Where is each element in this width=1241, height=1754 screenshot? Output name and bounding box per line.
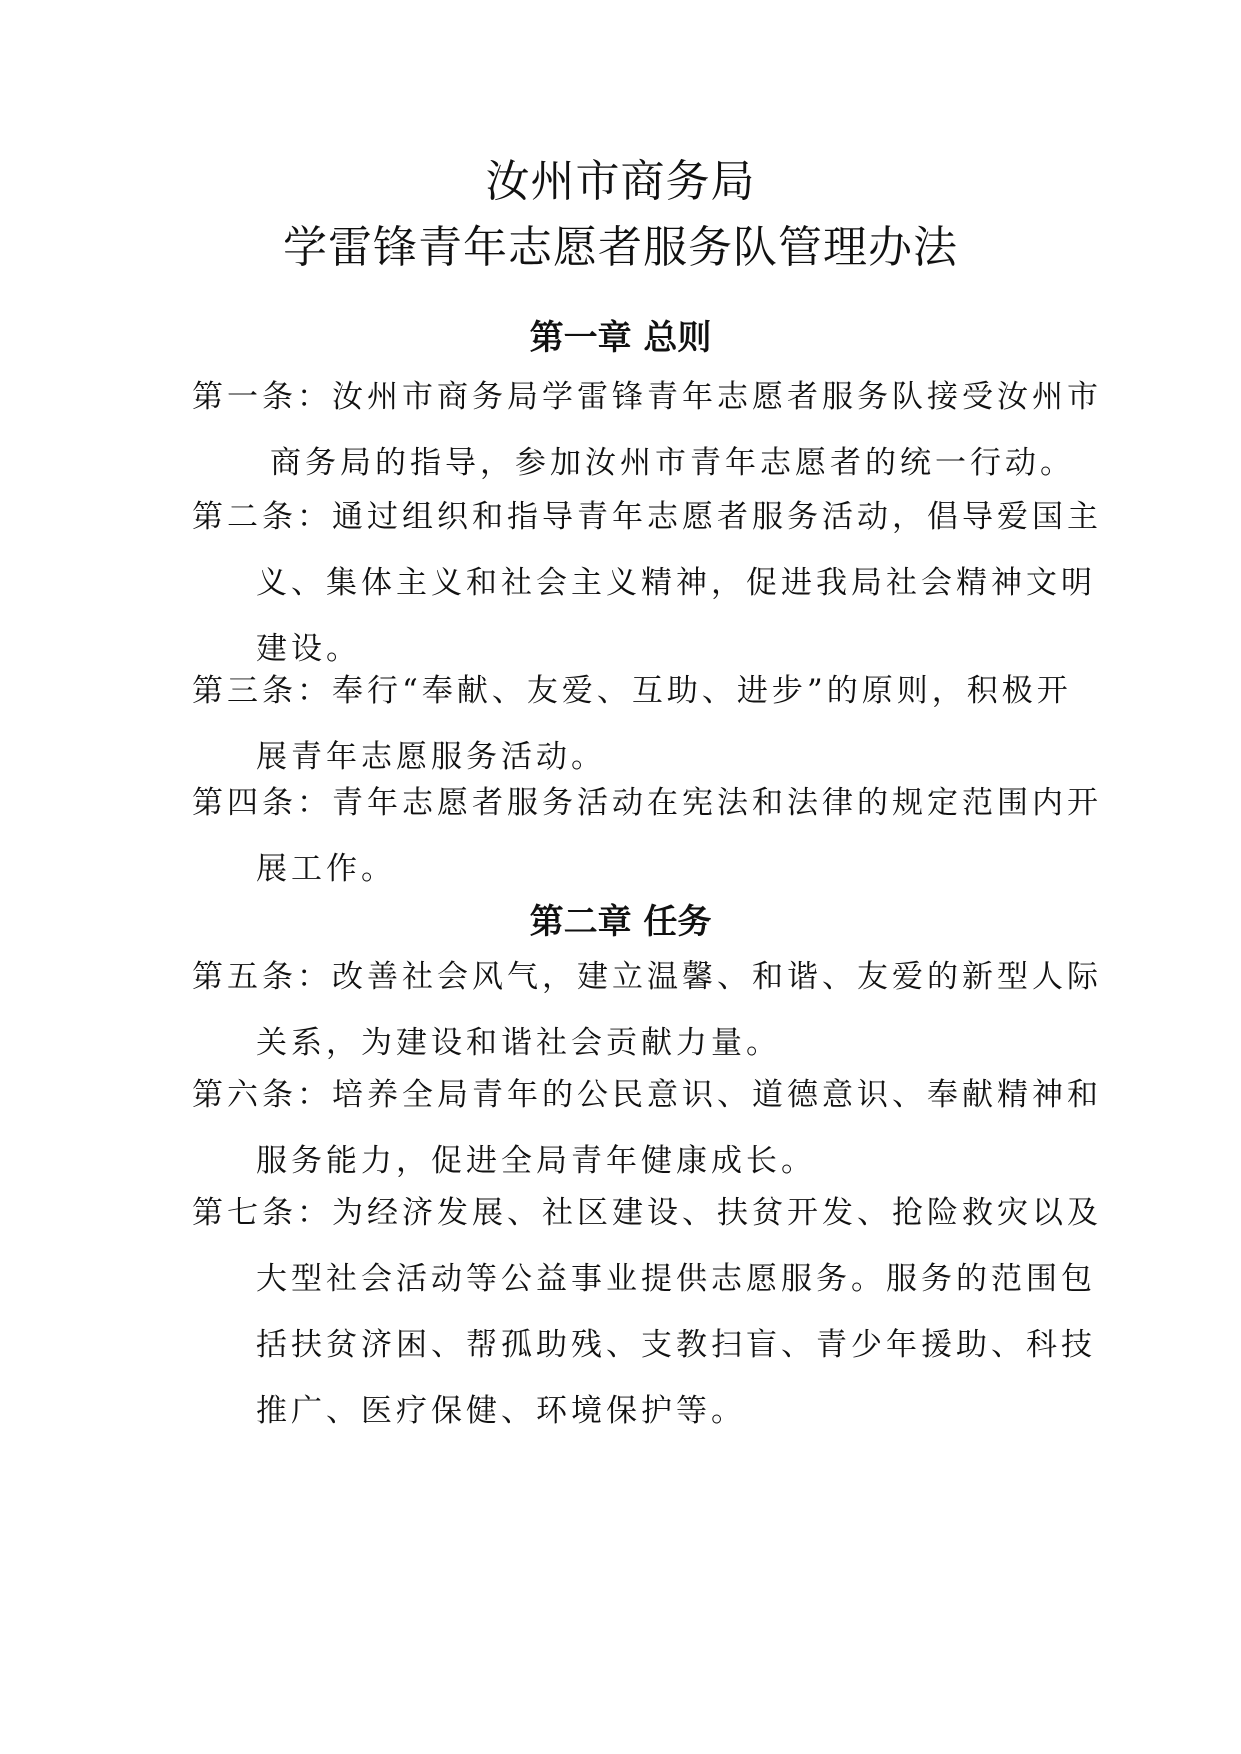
article-line: 第一条：汝州市商务局学雷锋青年志愿者服务队接受汝州市 [192,379,1102,415]
article-line: 大型社会活动等公益事业提供志愿服务。服务的范围包 [256,1261,1096,1297]
article-4 [192,770,1102,902]
article-line: 义、集体主义和社会主义精神，促进我局社会精神文明 [256,565,1096,601]
article-line: 括扶贫济困、帮孤助残、支教扫盲、青少年援助、科技 [256,1327,1096,1363]
article-line: 第四条：青年志愿者服务活动在宪法和法律的规定范围内开 [192,785,1102,821]
article-line: 商务局的指导，参加汝州市青年志愿者的统一行动。 [270,445,1075,481]
article-2 [192,484,1102,682]
article-line: 推广、医疗保健、环境保护等。 [256,1393,746,1429]
chapter-heading: 第一章 总则 [529,318,712,358]
article-line: 第七条：为经济发展、社区建设、扶贫开发、抢险救灾以及 [192,1195,1102,1231]
article-1 [192,364,1102,496]
article-line: 第二条：通过组织和指导青年志愿者服务活动，倡导爱国主 [192,499,1102,535]
article-line: 第五条：改善社会风气，建立温馨、和谐、友爱的新型人际 [192,959,1102,995]
article-line: 第三条：奉行“奉献、友爱、互助、进步”的原则，积极开 [192,673,1072,709]
article-6 [192,1062,1102,1194]
article-line: 展工作。 [256,851,396,887]
document-title-line-2: 学雷锋青年志愿者服务队管理办法 [283,222,958,273]
chapter-heading: 第二章 任务 [529,902,712,942]
article-line: 建设。 [256,631,361,667]
article-line: 关系，为建设和谐社会贡献力量。 [256,1025,781,1061]
article-line: 第六条：培养全局青年的公民意识、道德意识、奉献精神和 [192,1077,1102,1113]
article-7 [192,1180,1102,1444]
article-5 [192,944,1102,1076]
article-line: 展青年志愿服务活动。 [256,739,606,775]
article-line: 服务能力，促进全局青年健康成长。 [256,1143,816,1179]
document-title-line-1: 汝州市商务局 [485,156,756,207]
